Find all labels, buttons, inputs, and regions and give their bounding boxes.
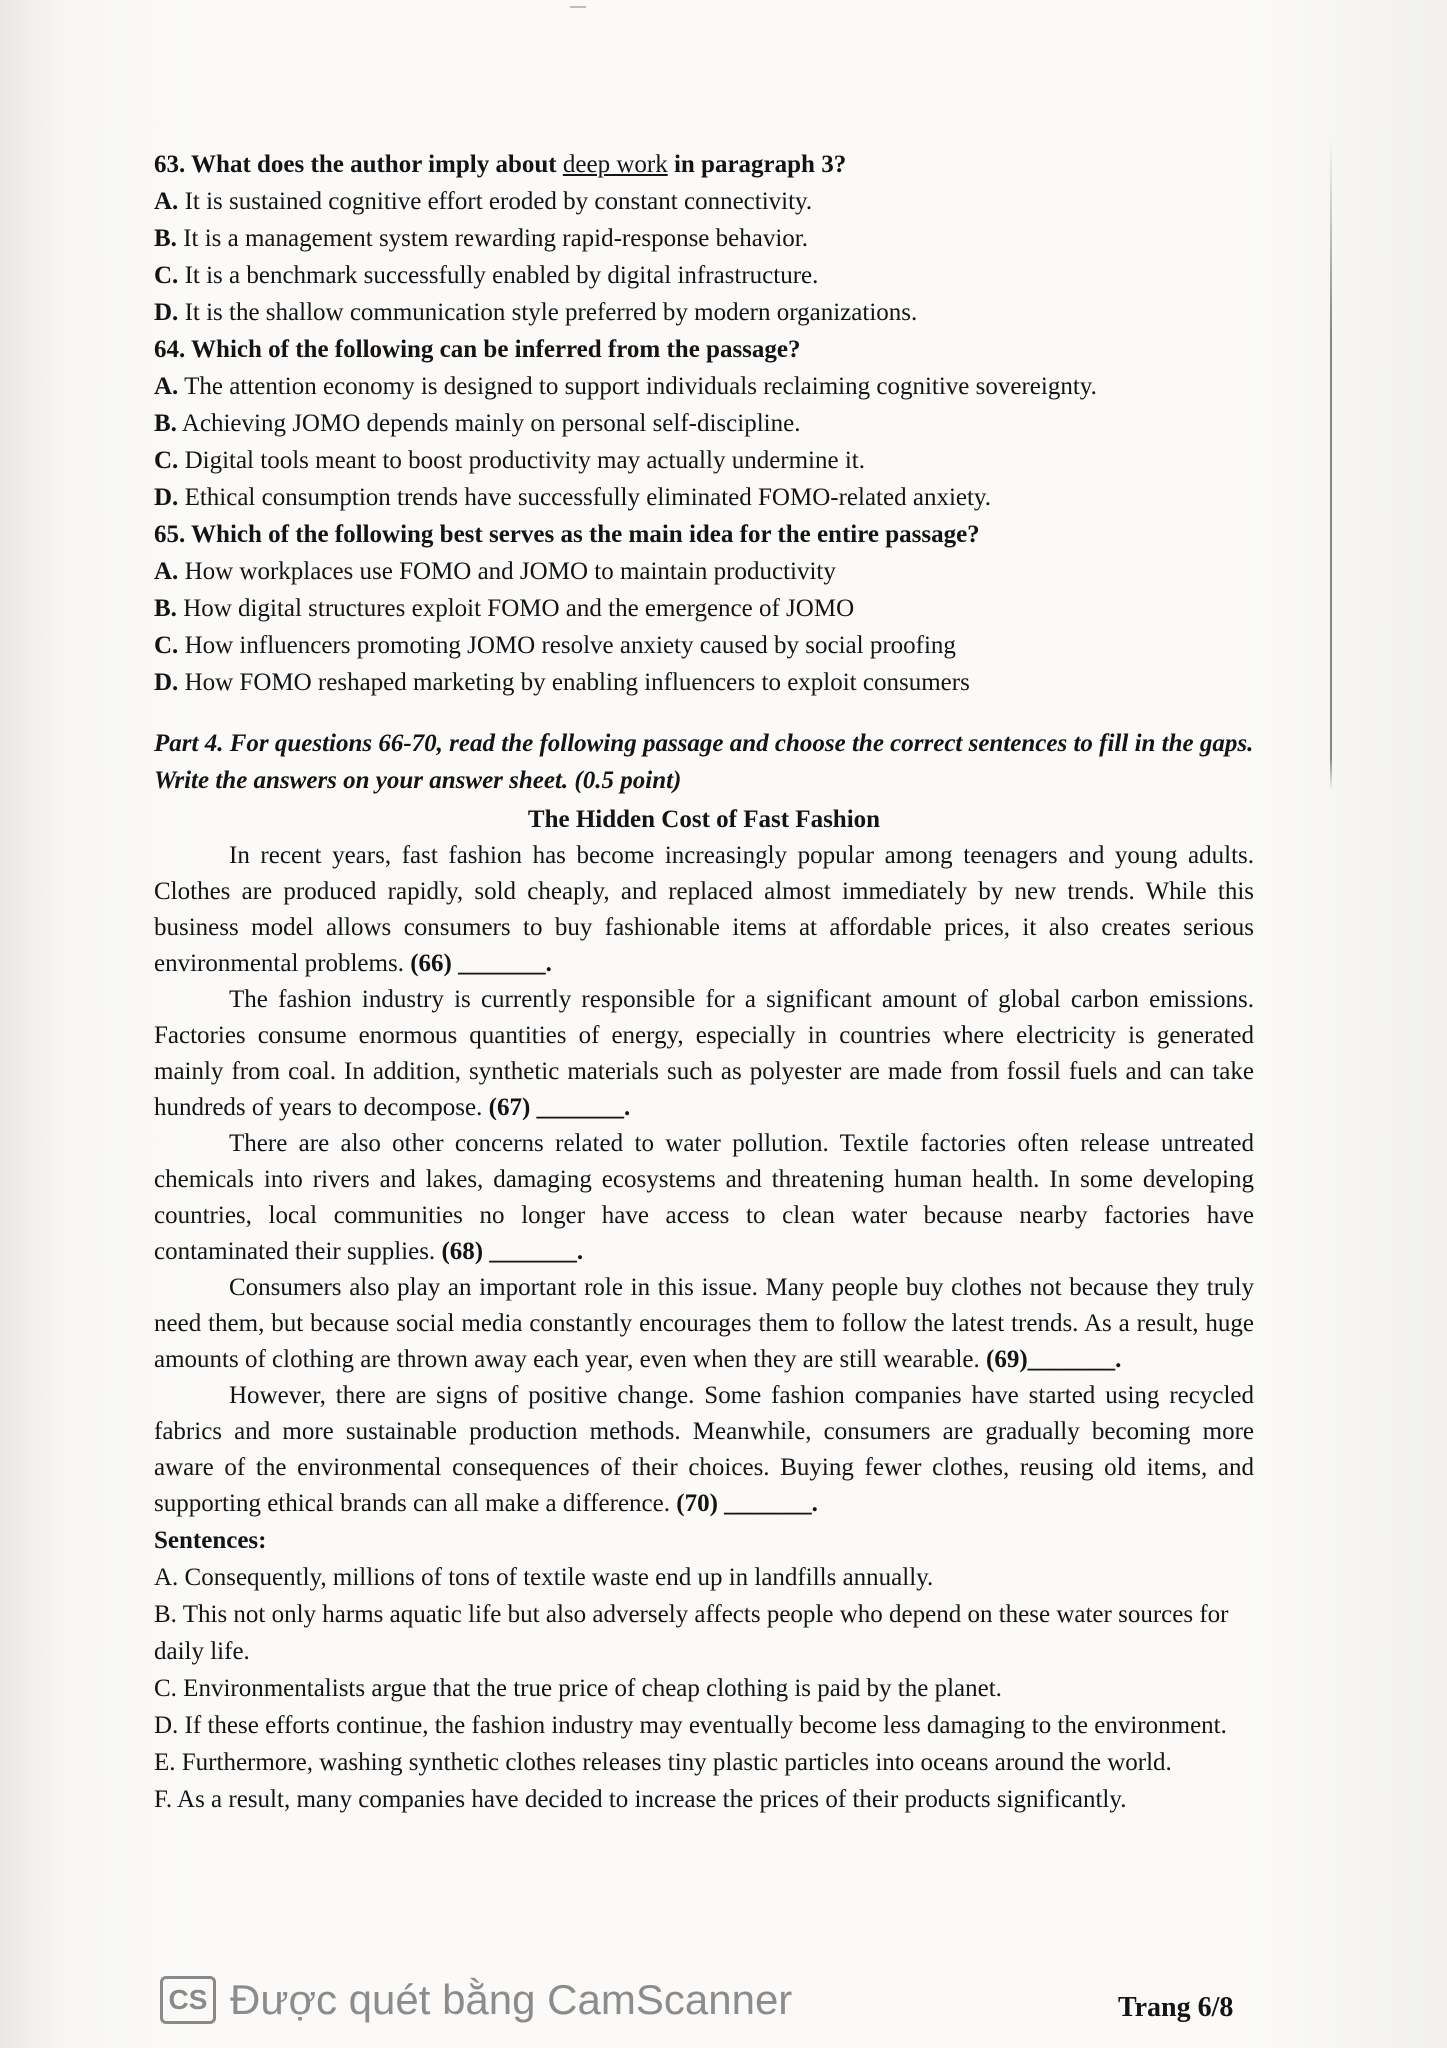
paragraph-text: There are also other concerns related to water pollution. Textile factories often release untreated chemicals into rivers and lakes, damaging ecosystems and threatening human health. In some developing countries, local communities no longer have access to clean water because nearby factories have contaminated their supplies. — [154, 1130, 1254, 1265]
camscanner-logo-icon: CS — [160, 1976, 216, 2024]
option-text: It is a management system rewarding rapid-response behavior. — [183, 225, 808, 252]
scan-mark — [570, 6, 586, 8]
gap-70: (70) _______. — [676, 1490, 818, 1517]
paragraph-text: Consumers also play an important role in this issue. Many people buy clothes not because they truly need them, but because social media constantly encourages them to follow the latest trends. As a result, huge amounts of clothing are thrown away each year, even when they are still wearable. — [154, 1274, 1254, 1373]
option-text: How influencers promoting JOMO resolve anxiety caused by social proofing — [184, 632, 956, 659]
option-text: How workplaces use FOMO and JOMO to maintain productivity — [184, 558, 836, 585]
option-letter: B. — [154, 410, 177, 437]
passage-paragraph-3 — [154, 1126, 1254, 1270]
option-text: It is sustained cognitive effort eroded by constant connectivity. — [184, 188, 813, 215]
question-65-stem: 65. Which of the following best serves as the main idea for the entire passage? — [154, 521, 980, 548]
option-text: It is the shallow communication style preferred by modern organizations. — [184, 299, 918, 326]
question-63-underlined: deep work — [562, 151, 668, 178]
option-text: How digital structures exploit FOMO and the emergence of JOMO — [183, 595, 855, 622]
option-letter: A. — [154, 558, 179, 585]
sentence-option-b: B. This not only harms aquatic life but also adversely affects people who depend on these water sources for daily life. — [154, 1601, 1229, 1665]
question-64-option-a — [154, 368, 1254, 405]
sentence-option-f: F. As a result, many companies have decided to increase the prices of their products significantly. — [154, 1786, 1127, 1813]
question-63-option-b — [154, 220, 1254, 257]
paragraph-text: The fashion industry is currently responsible for a significant amount of global carbon emissions. Factories consume enormous quantities of energy, especially in countries where electricity is generated mainly from coal. In addition, synthetic materials such as polyester are made from fossil fuels and can take hundreds of years to decompose. — [154, 986, 1254, 1121]
option-letter: B. — [154, 225, 177, 252]
option-letter: A. — [154, 188, 179, 215]
passage-paragraph-4 — [154, 1270, 1254, 1378]
question-63-stem — [154, 146, 1254, 183]
question-63-option-d — [154, 294, 1254, 331]
option-text: Achieving JOMO depends mainly on personal self-discipline. — [181, 410, 801, 437]
sentence-option-c: C. Environmentalists argue that the true price of cheap clothing is paid by the planet. — [154, 1675, 1002, 1702]
option-letter: C. — [154, 262, 179, 289]
passage-title: The Hidden Cost of Fast Fashion — [527, 806, 881, 833]
passage-paragraph-5 — [154, 1378, 1254, 1522]
question-63-option-c — [154, 257, 1254, 294]
gap-67: (67) _______. — [488, 1094, 631, 1121]
sentence-option-d: D. If these efforts continue, the fashion industry may eventually become less damaging to the environment. — [154, 1712, 1227, 1739]
gap-69: (69)_______. — [986, 1346, 1122, 1373]
option-letter: B. — [154, 595, 177, 622]
option-text: The attention economy is designed to support individuals reclaiming cognitive sovereignty. — [184, 373, 1097, 400]
paragraph-text: However, there are signs of positive change. Some fashion companies have started using recycled fabrics and more sustainable production methods. Meanwhile, consumers are gradually becoming more aware of the environmental consequences of their choices. Buying fewer clothes, reusing old items, and supporting ethical brands can all make a difference. — [154, 1382, 1254, 1517]
option-text: Digital tools meant to boost productivity may actually undermine it. — [184, 447, 865, 474]
question-65-option-b — [154, 590, 1254, 627]
question-65-option-d — [154, 664, 1254, 701]
part4-instructions: Part 4. For questions 66-70, read the following passage and choose the correct sentences to fill in the gaps. Write the answers on your answer sheet. (0.5 point) — [154, 730, 1254, 794]
paragraph-text: In recent years, fast fashion has become increasingly popular among teenagers and young adults. Clothes are produced rapidly, sold cheaply, and replaced almost immediately by new trends. While this business model allows consumers to buy fashionable items at affordable prices, it also creates serious environmental problems. — [154, 842, 1254, 977]
option-letter: C. — [154, 447, 179, 474]
document-body — [154, 146, 1254, 1818]
sentence-option-e: E. Furthermore, washing synthetic clothes releases tiny plastic particles into oceans around the world. — [154, 1749, 1172, 1776]
question-65-option-c — [154, 627, 1254, 664]
question-63-suffix: in paragraph 3? — [667, 151, 847, 178]
option-letter: D. — [154, 484, 179, 511]
option-text: Ethical consumption trends have successfully eliminated FOMO-related anxiety. — [184, 484, 992, 511]
sentence-option-a: A. Consequently, millions of tons of textile waste end up in landfills annually. — [154, 1564, 934, 1591]
question-63-option-a — [154, 183, 1254, 220]
camscanner-watermark — [160, 1972, 792, 2028]
option-letter: C. — [154, 632, 179, 659]
option-letter: A. — [154, 373, 179, 400]
question-63-prefix: 63. What does the author imply about — [154, 151, 563, 178]
option-letter: D. — [154, 669, 179, 696]
gap-66: (66) _______. — [410, 950, 552, 977]
question-65-option-a — [154, 553, 1254, 590]
passage-paragraph-2 — [154, 982, 1254, 1126]
page-number: Trang 6/8 — [1118, 1992, 1234, 2023]
passage-paragraph-1 — [154, 838, 1254, 982]
question-64-stem: 64. Which of the following can be inferred from the passage? — [154, 336, 801, 363]
option-text: How FOMO reshaped marketing by enabling influencers to exploit consumers — [184, 669, 970, 696]
question-64-option-d — [154, 479, 1254, 516]
margin-line — [1330, 140, 1332, 790]
option-text: It is a benchmark successfully enabled by digital infrastructure. — [184, 262, 819, 289]
sentences-heading: Sentences: — [154, 1527, 267, 1554]
gap-68: (68) _______. — [441, 1238, 584, 1265]
question-64-option-c — [154, 442, 1254, 479]
option-letter: D. — [154, 299, 179, 326]
watermark-text: Được quét bằng CamScanner — [230, 1976, 793, 2023]
question-64-option-b — [154, 405, 1254, 442]
